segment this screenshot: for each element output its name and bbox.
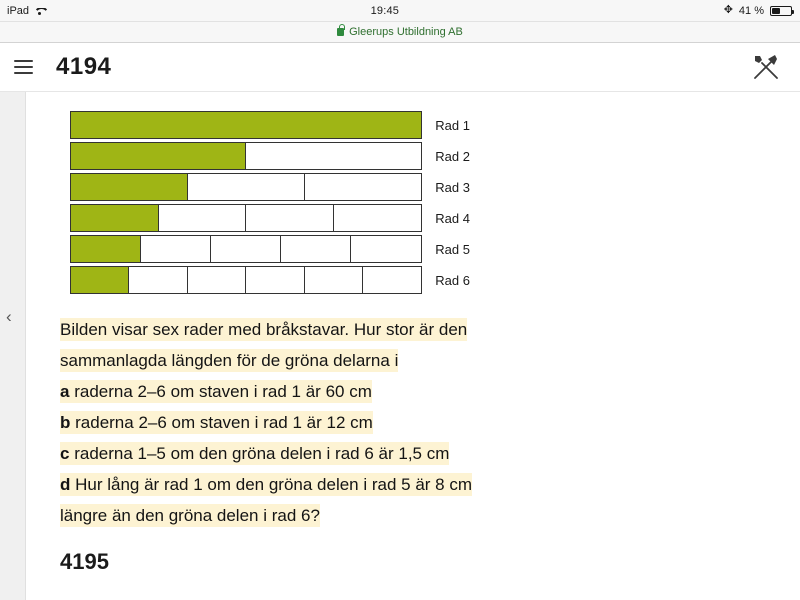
item-c-letter: c	[60, 444, 70, 463]
bar-cell-empty	[141, 236, 211, 262]
bar-row	[70, 204, 470, 232]
fraction-bars-chart	[70, 111, 470, 297]
status-bar-clock: 19:45	[370, 4, 400, 17]
item-b-text: raderna 2–6 om staven i rad 1 är 12 cm	[75, 413, 373, 432]
fraction-bar	[70, 111, 422, 139]
bar-cell-empty	[363, 267, 421, 293]
next-exercise-number: 4195	[60, 549, 109, 574]
bar-cell-green	[71, 112, 421, 138]
wifi-icon	[34, 6, 46, 16]
question-line-1: Bilden visar sex rader med bråkstavar. Hur stor är den	[60, 320, 468, 339]
bluetooth-icon: ✥	[723, 4, 733, 16]
lock-icon	[337, 28, 344, 36]
bar-row-label: Rad 3	[435, 179, 470, 195]
bar-cell-green	[71, 236, 141, 262]
bar-row	[70, 235, 470, 263]
device-label: iPad	[7, 4, 30, 17]
bar-cell-green	[71, 143, 246, 169]
item-d-text: Hur lång är rad 1 om den gröna delen i rad 5 är 8 cm	[75, 475, 473, 494]
question-item-b	[60, 407, 760, 438]
battery-icon	[770, 6, 792, 16]
bar-cell-empty	[159, 205, 247, 231]
item-d-letter: d	[60, 475, 71, 494]
bar-row	[70, 142, 470, 170]
page-title: 4194	[56, 53, 112, 80]
bar-row-label: Rad 6	[435, 272, 470, 288]
bar-cell-empty	[246, 267, 304, 293]
bar-cell-green	[71, 267, 129, 293]
ios-status-bar	[0, 0, 800, 22]
bar-row-label: Rad 1	[435, 117, 470, 133]
bar-row	[70, 173, 470, 201]
item-c-text: raderna 1–5 om den gröna delen i rad 6 är 1,5 cm	[74, 444, 450, 463]
item-a-text: raderna 2–6 om staven i rad 1 är 60 cm	[74, 382, 372, 401]
left-rail	[0, 92, 26, 600]
bar-cell-empty	[281, 236, 351, 262]
status-bar-right	[724, 5, 800, 17]
bar-row-label: Rad 4	[435, 210, 470, 226]
fraction-bar	[70, 204, 422, 232]
bar-cell-empty	[334, 205, 422, 231]
previous-page-arrow[interactable]: ‹	[6, 307, 12, 326]
question-item-d	[60, 469, 760, 500]
bar-cell-empty	[305, 174, 422, 200]
fraction-bar	[70, 142, 422, 170]
bar-cell-green	[71, 174, 188, 200]
tools-icon[interactable]	[750, 51, 782, 83]
bar-cell-empty	[129, 267, 187, 293]
tab-title: Gleerups Utbildning AB	[349, 26, 463, 38]
item-b-letter: b	[60, 413, 71, 432]
question-item-c	[60, 438, 760, 469]
item-a-letter: a	[60, 382, 70, 401]
bar-row-label: Rad 2	[435, 148, 470, 164]
exercise-content	[26, 92, 800, 600]
browser-tab-bar[interactable]	[0, 22, 800, 43]
bar-cell-empty	[246, 143, 421, 169]
question-line-2: sammanlagda längden för de gröna delarna i	[60, 351, 399, 370]
bar-cell-green	[71, 205, 159, 231]
bar-row-label: Rad 5	[435, 241, 470, 257]
hamburger-icon[interactable]	[8, 52, 38, 82]
question-text	[60, 314, 760, 531]
question-item-d-cont: längre än den gröna delen i rad 6?	[60, 506, 320, 525]
bar-cell-empty	[188, 174, 305, 200]
bar-cell-empty	[188, 267, 246, 293]
bar-row	[70, 266, 470, 294]
fraction-bar	[70, 235, 422, 263]
bar-cell-empty	[246, 205, 334, 231]
status-bar-left	[0, 5, 46, 17]
battery-percent-label: 41 %	[738, 4, 764, 17]
fraction-bar	[70, 266, 422, 294]
page-header	[0, 43, 800, 92]
fraction-bar	[70, 173, 422, 201]
bar-row	[70, 111, 470, 139]
bar-cell-empty	[351, 236, 421, 262]
bar-cell-empty	[305, 267, 363, 293]
bar-cell-empty	[211, 236, 281, 262]
question-item-a	[60, 376, 760, 407]
